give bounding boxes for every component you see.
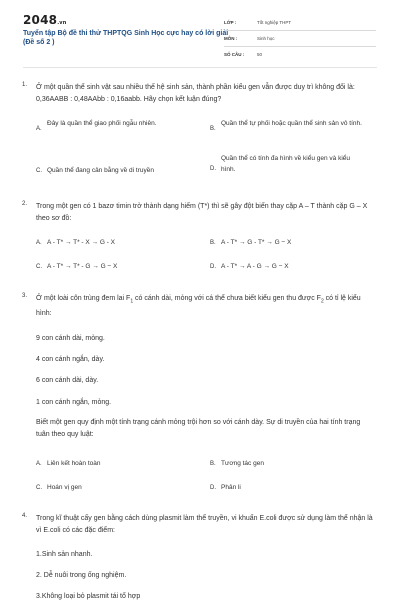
question-number: 3. <box>22 293 28 299</box>
option-letter: D. <box>210 485 216 491</box>
option-letter: D. <box>210 166 216 172</box>
question-text: Ở một quần thể sinh vật sau nhiều thế hệ sinh sản, thành phần kiểu gen vẫn được duy trì không đổi là: 0,36AABB : 0,48AAbb : 0,16aabb. Hãy chọn kết luận đúng? <box>36 84 355 103</box>
option-letter: B. <box>210 240 216 246</box>
option-text: A - T* → T* - X → G - X <box>47 239 116 246</box>
option-letter: C. <box>36 168 42 174</box>
meta-row-question-count <box>224 47 376 62</box>
question-number: 4. <box>22 513 28 519</box>
question-text: Trong kĩ thuật cấy gen bằng cách dùng plasmit làm thể truyền, vi khuẩn E.coli được sử dụng làm thể nhận là vì E.coli có các đặc điểm: <box>36 515 373 534</box>
question-text: Ở một loài côn trùng đem lai $F_1$ có cánh dài, mỏng với cá thể chưa biết kiểu gen thu được $F_2$ có tỉ lệ kiểu hình: <box>36 295 361 317</box>
trait-line: 3.Không loại bỏ plasmit tái tổ hợp <box>36 593 141 600</box>
option-text: Quần thể tự phối hoặc quần thể sinh sản vô tính. <box>221 120 362 127</box>
option-letter: A. <box>36 240 42 246</box>
answer-option-c[interactable] <box>36 160 206 182</box>
phenotype-line: 6 con cánh dài, dày. <box>36 377 99 384</box>
document-header <box>0 0 400 62</box>
answer-option-b[interactable] <box>210 119 370 141</box>
meta-value: Tốt nghiệp THPT <box>257 20 292 25</box>
meta-row-class <box>224 15 376 31</box>
header-divider <box>23 67 377 68</box>
question-1 <box>22 82 374 192</box>
question-2 <box>22 201 374 281</box>
subscript: 1 <box>130 298 134 305</box>
phenotype-line: 9 con cánh dài, mỏng. <box>36 335 105 342</box>
option-letter: D. <box>210 264 216 270</box>
option-letter: C. <box>36 485 42 491</box>
option-letter: B. <box>210 126 216 132</box>
meta-row-subject <box>224 31 376 47</box>
question-extra-text: Biết một gen quy định một tính trạng cánh mỏng trội hơn so với cánh dày. Sự di truyền của hai tính trạng tuân theo quy luật: <box>36 419 361 438</box>
option-text: Phân li <box>221 484 241 491</box>
option-text: Quần thể có tính đa hình về kiểu gen và kiểu hình. <box>221 155 351 173</box>
option-text: A - T* → G - T* → G − X <box>221 239 292 246</box>
subscript: 2 <box>320 298 324 305</box>
answer-option-a[interactable] <box>36 119 196 141</box>
question-number: 1. <box>22 82 28 88</box>
option-text: Tương tác gen <box>221 460 264 467</box>
option-letter: B. <box>210 461 216 467</box>
trait-line: 1.Sinh sản nhanh. <box>36 551 93 558</box>
document-title: Tuyển tập Bộ đề thi thử THPTQG Sinh Học cực hay có lời giải (Đề số 2 ) <box>23 30 229 46</box>
trait-line: 2. Dễ nuôi trong ống nghiệm. <box>36 572 127 579</box>
site-logo[interactable]: 2048.vn <box>23 13 67 27</box>
phenotype-line: 4 con cánh ngắn, dày. <box>36 356 105 363</box>
option-text: Hoán vị gen <box>47 484 82 491</box>
option-text: Đây là quần thể giao phối ngẫu nhiên. <box>47 120 157 127</box>
meta-value: Sinh học <box>257 36 275 41</box>
question-4 <box>22 513 374 600</box>
option-letter: A. <box>36 461 42 467</box>
question-number: 2. <box>22 201 28 207</box>
logo-suffix: .vn <box>57 20 67 26</box>
option-text: A - T* → A - G → G − X <box>221 263 289 270</box>
option-letter: C. <box>36 264 42 270</box>
option-letter: A. <box>36 126 42 132</box>
option-text: Liên kết hoàn toàn <box>47 460 101 467</box>
meta-label: MÔN : <box>224 36 238 41</box>
meta-value: 50 <box>257 52 263 57</box>
meta-label: SỐ CÂU : <box>224 52 245 57</box>
meta-label: LỚP : <box>224 20 237 25</box>
answer-option-d[interactable] <box>210 154 370 176</box>
question-3 <box>22 293 374 498</box>
exam-meta-table <box>224 15 376 62</box>
phenotype-line: 1 con cánh ngắn, mỏng. <box>36 399 112 406</box>
option-text: Quần thể đang cân bằng về di truyền <box>47 167 154 174</box>
question-text: Trong một gen có 1 bazơ timin trở thành dạng hiếm (T*) thì sẽ gây đột biến thay cặp A – T thành cặp G – X theo sơ đồ: <box>36 203 368 222</box>
option-text: A - T* → T* - G → G − X <box>47 263 118 270</box>
